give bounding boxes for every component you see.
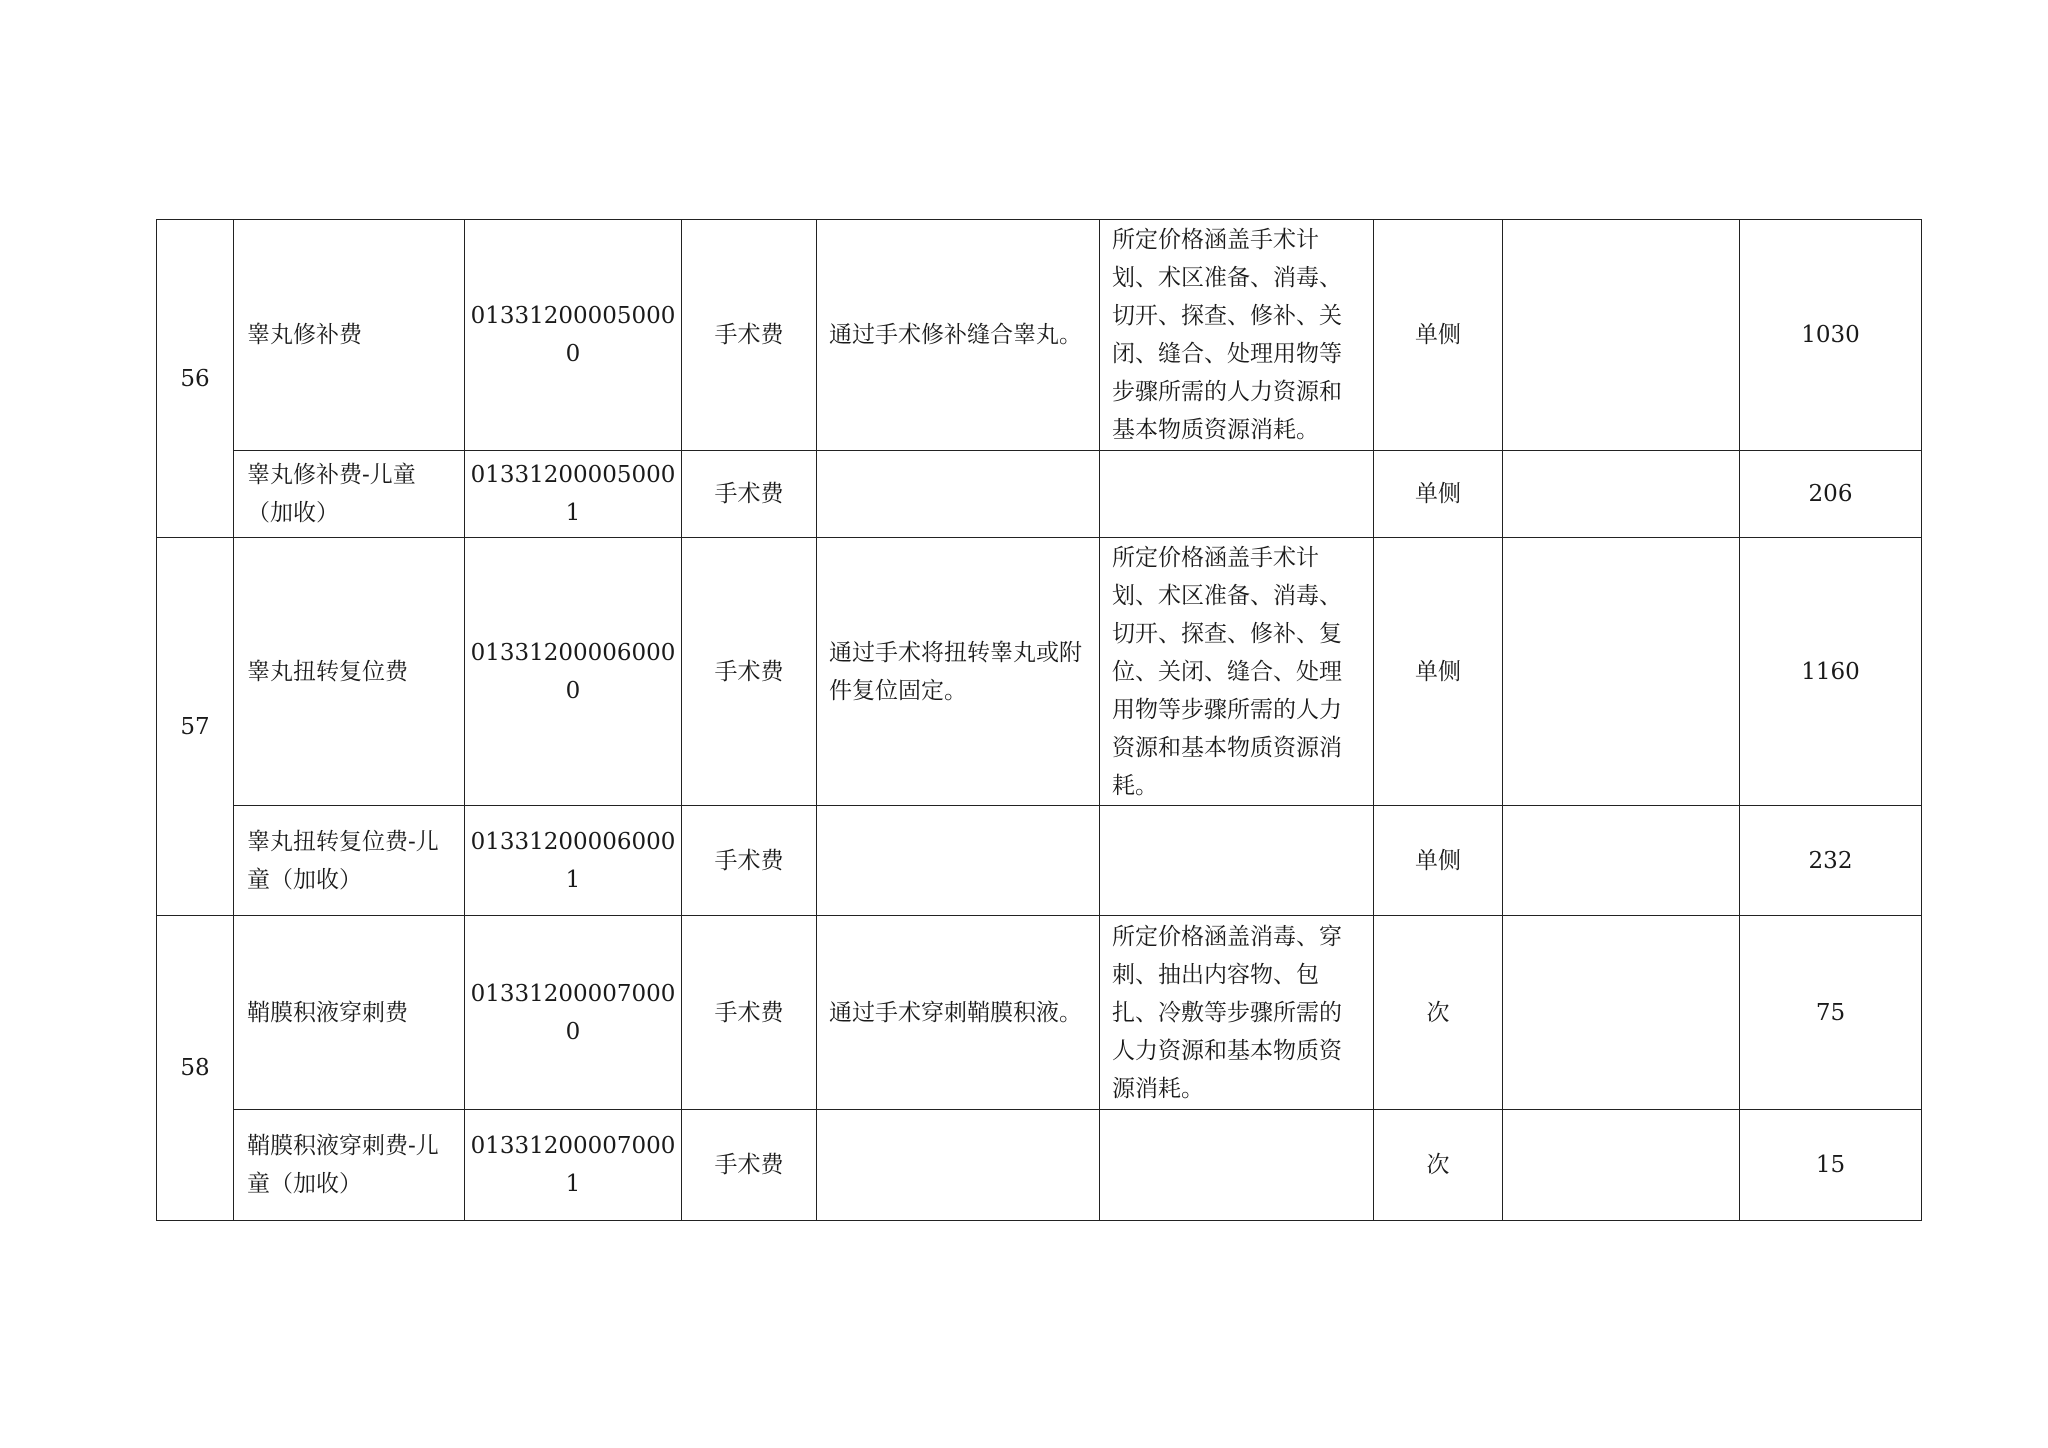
note-cell: [1503, 1110, 1740, 1221]
item-code-cell: 013312000050001: [465, 451, 682, 538]
table-row: [157, 806, 1922, 916]
fee-category-cell: 手术费: [682, 220, 817, 451]
item-name-cell: 鞘膜积液穿刺费: [234, 916, 465, 1110]
unit-cell: 单侧: [1374, 538, 1503, 806]
table-row: [157, 1110, 1922, 1221]
price-description-cell: [1100, 451, 1374, 538]
item-code-cell: 013312000050000: [465, 220, 682, 451]
note-cell: [1503, 538, 1740, 806]
price-cell: 206: [1740, 451, 1922, 538]
price-description-cell: [1100, 1110, 1374, 1221]
item-name-cell: 睾丸修补费-儿童（加收）: [234, 451, 465, 538]
price-table: [156, 219, 1922, 1221]
price-description-cell: 所定价格涵盖手术计划、术区准备、消毒、切开、探查、修补、复位、关闭、缝合、处理用物等步骤所需的人力资源和基本物质资源消耗。: [1100, 538, 1374, 806]
price-cell: 15: [1740, 1110, 1922, 1221]
price-cell: 1030: [1740, 220, 1922, 451]
seq-number-cell: 57: [157, 538, 234, 916]
table-row: [157, 220, 1922, 451]
price-cell: 232: [1740, 806, 1922, 916]
fee-category-cell: 手术费: [682, 538, 817, 806]
fee-category-cell: 手术费: [682, 806, 817, 916]
price-description-cell: [1100, 806, 1374, 916]
service-content-cell: 通过手术将扭转睾丸或附件复位固定。: [817, 538, 1100, 806]
item-name-cell: 鞘膜积液穿刺费-儿童（加收）: [234, 1110, 465, 1221]
item-name-cell: 睾丸扭转复位费: [234, 538, 465, 806]
price-description-cell: 所定价格涵盖手术计划、术区准备、消毒、切开、探查、修补、关闭、缝合、处理用物等步骤所需的人力资源和基本物质资源消耗。: [1100, 220, 1374, 451]
unit-cell: 单侧: [1374, 451, 1503, 538]
fee-category-cell: 手术费: [682, 916, 817, 1110]
unit-cell: 单侧: [1374, 220, 1503, 451]
table-row: [157, 916, 1922, 1110]
note-cell: [1503, 916, 1740, 1110]
unit-cell: 单侧: [1374, 806, 1503, 916]
service-content-cell: [817, 1110, 1100, 1221]
item-code-cell: 013312000060000: [465, 538, 682, 806]
price-cell: 75: [1740, 916, 1922, 1110]
item-code-cell: 013312000070000: [465, 916, 682, 1110]
item-name-cell: 睾丸修补费: [234, 220, 465, 451]
item-name-cell: 睾丸扭转复位费-儿童（加收）: [234, 806, 465, 916]
service-content-cell: [817, 451, 1100, 538]
unit-cell: 次: [1374, 916, 1503, 1110]
fee-category-cell: 手术费: [682, 1110, 817, 1221]
service-content-cell: 通过手术穿刺鞘膜积液。: [817, 916, 1100, 1110]
service-content-cell: [817, 806, 1100, 916]
seq-number-cell: 56: [157, 220, 234, 538]
table-row: [157, 538, 1922, 806]
item-code-cell: 013312000060001: [465, 806, 682, 916]
table-row: [157, 451, 1922, 538]
price-description-cell: 所定价格涵盖消毒、穿刺、抽出内容物、包扎、冷敷等步骤所需的人力资源和基本物质资源消耗。: [1100, 916, 1374, 1110]
price-cell: 1160: [1740, 538, 1922, 806]
fee-category-cell: 手术费: [682, 451, 817, 538]
note-cell: [1503, 220, 1740, 451]
item-code-cell: 013312000070001: [465, 1110, 682, 1221]
note-cell: [1503, 451, 1740, 538]
unit-cell: 次: [1374, 1110, 1503, 1221]
seq-number-cell: 58: [157, 916, 234, 1221]
note-cell: [1503, 806, 1740, 916]
service-content-cell: 通过手术修补缝合睾丸。: [817, 220, 1100, 451]
